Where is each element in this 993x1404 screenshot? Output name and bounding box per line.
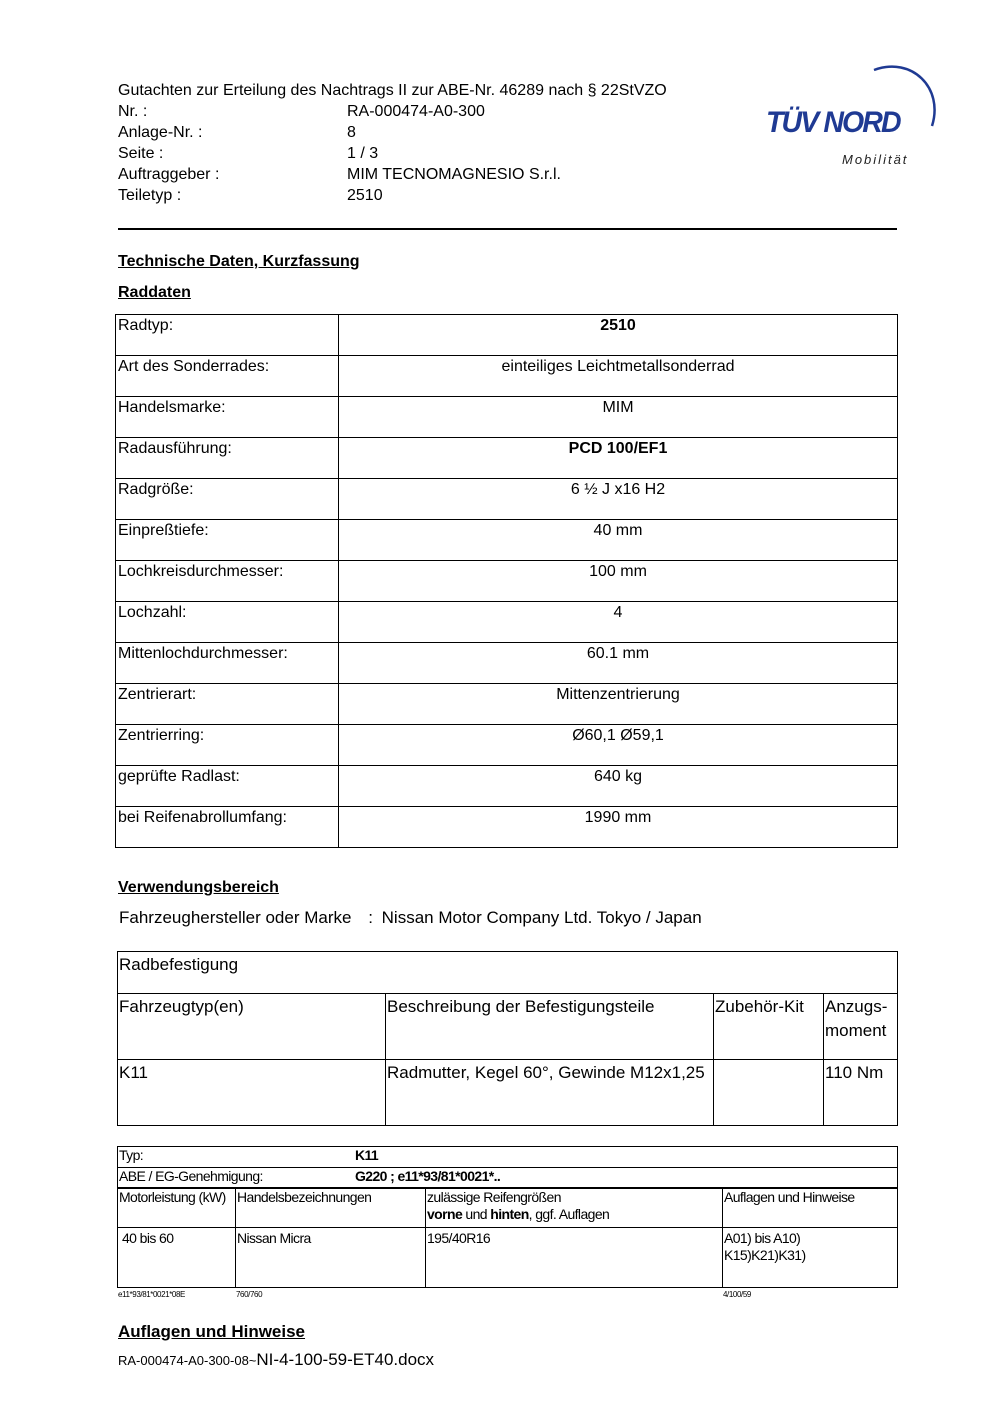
raddaten-row <box>116 397 898 438</box>
raddaten-value: Mittenzentrierung <box>339 684 898 725</box>
raddaten-value: 2510 <box>339 315 898 356</box>
header-value: RA-000474-A0-300 <box>347 103 485 120</box>
raddaten-row <box>116 438 898 479</box>
raddaten-row <box>116 356 898 397</box>
typ-header-rest: , ggf. Auflagen <box>528 1205 610 1222</box>
typ-cell: A01) bis A10) K15)K21)K31) <box>723 1228 898 1288</box>
section-heading-verwendung: Verwendungsbereich <box>118 879 279 896</box>
header-label: Auftraggeber : <box>118 166 220 183</box>
typ-table <box>117 1146 898 1288</box>
header-row-nr <box>118 101 667 122</box>
raddaten-value: 640 kg <box>339 766 898 807</box>
header-row-anlage <box>118 122 667 143</box>
footer-large: NI-4-100-59-ET40.docx <box>256 1350 435 1369</box>
header-value: 8 <box>347 124 356 141</box>
raddaten-key: Mittenlochdurchmesser: <box>116 643 339 684</box>
raddaten-value: 1990 mm <box>339 807 898 848</box>
header-label: Teiletyp : <box>118 187 182 204</box>
befestigung-cell: 110 Nm <box>824 1060 898 1126</box>
section-heading-kurzfassung: Technische Daten, Kurzfassung <box>118 253 360 270</box>
typ-footnote: e11*93/81*0021*08E <box>118 1290 185 1299</box>
logo-subtitle: Mobilität <box>842 152 909 167</box>
typ-header: Motorleistung (kW) <box>118 1188 236 1228</box>
befestigung-header: Zubehör-Kit <box>714 994 824 1060</box>
header-row-auftraggeber <box>118 164 667 185</box>
raddaten-key: Art des Sonderrades: <box>116 356 339 397</box>
header-label: Nr. : <box>118 103 148 120</box>
raddaten-key: Radtyp: <box>116 315 339 356</box>
logo-brand: TÜV NORD <box>766 106 900 139</box>
raddaten-value: 60.1 mm <box>339 643 898 684</box>
header-label: Seite : <box>118 145 164 162</box>
raddaten-row <box>116 643 898 684</box>
header-value: MIM TECNOMAGNESIO S.r.l. <box>347 166 561 183</box>
raddaten-key: geprüfte Radlast: <box>116 766 339 807</box>
abe-value: G220 ; e11*93/81*0021*.. <box>355 1168 501 1184</box>
befestigung-header: Fahrzeugtyp(en) <box>118 994 386 1060</box>
header-label: Anlage-Nr. : <box>118 124 203 141</box>
abe-label: ABE / EG-Genehmigung: <box>119 1168 263 1184</box>
radbefestigung-table <box>117 951 898 1126</box>
document-title: Gutachten zur Erteilung des Nachtrags II zur ABE-Nr. 46289 nach § 22StVZO <box>118 82 667 99</box>
typ-header-und: und <box>462 1205 491 1222</box>
tuev-nord-logo <box>762 58 942 173</box>
fahrzeug-value: Nissan Motor Company Ltd. Tokyo / Japan <box>381 908 702 927</box>
typ-cell: 40 bis 60 <box>118 1228 236 1288</box>
fahrzeug-label: Fahrzeughersteller oder Marke <box>119 908 352 927</box>
header-divider <box>118 228 897 230</box>
typ-header: Auflagen und Hinweise <box>723 1188 898 1228</box>
raddaten-row <box>116 561 898 602</box>
befestigung-cell: Radmutter, Kegel 60°, Gewinde M12x1,25 <box>386 1060 714 1126</box>
raddaten-value: 4 <box>339 602 898 643</box>
raddaten-row <box>116 766 898 807</box>
befestigung-cell: K11 <box>118 1060 386 1126</box>
section-heading-raddaten: Raddaten <box>118 284 191 301</box>
raddaten-key: Radgröße: <box>116 479 339 520</box>
typ-cell: Nissan Micra <box>236 1228 426 1288</box>
document-header <box>118 80 667 206</box>
raddaten-row <box>116 725 898 766</box>
raddaten-row <box>116 602 898 643</box>
raddaten-row <box>116 479 898 520</box>
header-value: 2510 <box>347 187 383 204</box>
raddaten-value: Ø60,1 Ø59,1 <box>339 725 898 766</box>
raddaten-value: 6 ½ J x16 H2 <box>339 479 898 520</box>
raddaten-value: PCD 100/EF1 <box>339 438 898 479</box>
section-heading-auflagen: Auflagen und Hinweise <box>118 1322 306 1341</box>
raddaten-value: MIM <box>339 397 898 438</box>
raddaten-value: 100 mm <box>339 561 898 602</box>
typ-row <box>118 1147 898 1168</box>
typ-header-hinten: hinten <box>490 1205 529 1222</box>
typ-footnote: 760/760 <box>236 1290 263 1299</box>
raddaten-row <box>116 807 898 848</box>
raddaten-row <box>116 684 898 725</box>
typ-value: K11 <box>355 1147 379 1163</box>
raddaten-key: Handelsmarke: <box>116 397 339 438</box>
fahrzeughersteller-line <box>119 908 702 928</box>
raddaten-key: Zentrierring: <box>116 725 339 766</box>
raddaten-key: bei Reifenabrollumfang: <box>116 807 339 848</box>
raddaten-table <box>115 314 898 848</box>
raddaten-key: Lochkreisdurchmesser: <box>116 561 339 602</box>
fahrzeug-separator: : <box>368 908 373 927</box>
befestigung-header: Anzugs-moment <box>824 994 898 1060</box>
raddaten-key: Einpreßtiefe: <box>116 520 339 561</box>
raddaten-key: Zentrierart: <box>116 684 339 725</box>
header-value: 1 / 3 <box>347 145 379 162</box>
typ-label: Typ: <box>119 1147 144 1163</box>
typ-header-vorne: vorne <box>427 1205 463 1222</box>
raddaten-row <box>116 520 898 561</box>
befestigung-cell <box>714 1060 824 1126</box>
typ-header-reifen <box>426 1188 723 1228</box>
typ-header: Handelsbezeichnungen <box>236 1188 426 1228</box>
footer-filename <box>118 1350 434 1370</box>
typ-cell: 195/40R16 <box>426 1228 723 1288</box>
raddaten-key: Radausführung: <box>116 438 339 479</box>
typ-header-reifen-title: zulässige Reifengrößen <box>427 1188 561 1205</box>
abe-row <box>118 1168 898 1188</box>
typ-footnote: 4/100/59 <box>723 1290 751 1299</box>
raddaten-key: Lochzahl: <box>116 602 339 643</box>
raddaten-row <box>116 315 898 356</box>
header-row-seite <box>118 143 667 164</box>
raddaten-value: 40 mm <box>339 520 898 561</box>
befestigung-header: Beschreibung der Befestigungsteile <box>386 994 714 1060</box>
footer-small: RA-000474-A0-300-08~ <box>118 1353 257 1368</box>
raddaten-value: einteiliges Leichtmetallsonderrad <box>339 356 898 397</box>
header-row-teiletyp <box>118 185 667 206</box>
befestigung-title: Radbefestigung <box>118 952 898 994</box>
